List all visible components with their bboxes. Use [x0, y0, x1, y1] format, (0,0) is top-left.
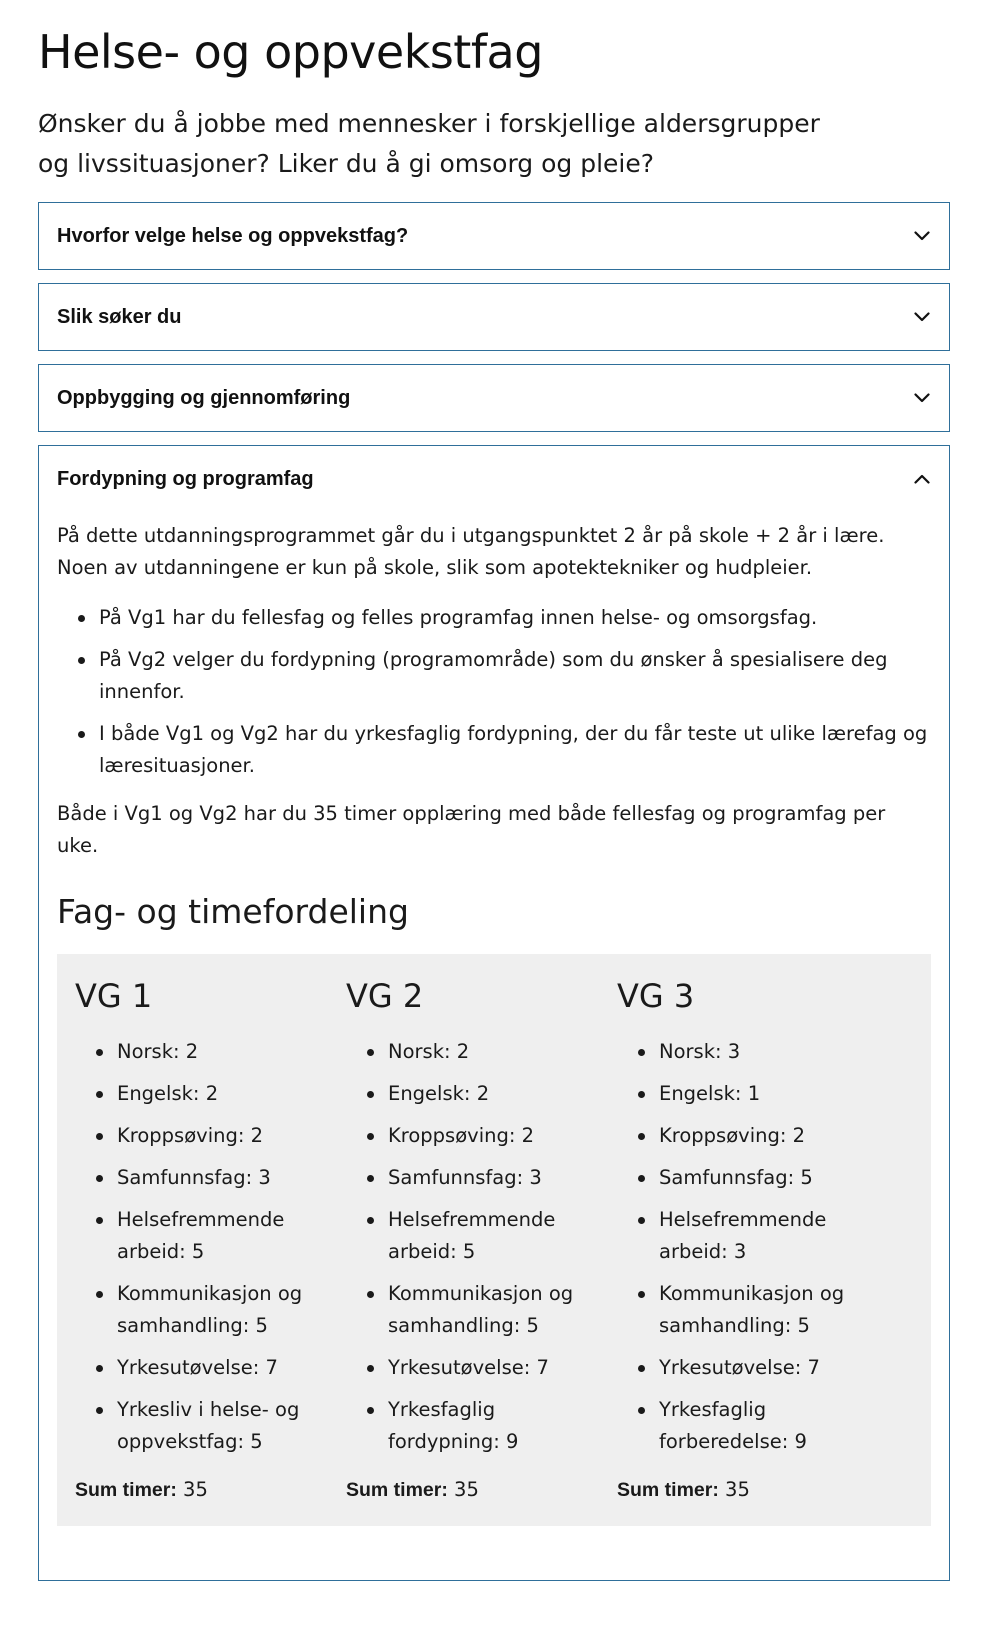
accordion-header-slik-soker-du[interactable] [39, 284, 949, 350]
paragraph: Både i Vg1 og Vg2 har du 35 timer opplæring med både fellesfag og programfag per uke. [57, 802, 886, 857]
list-item: Engelsk: 2 [117, 1078, 327, 1110]
accordion-header-oppbygging[interactable] [39, 365, 949, 431]
paragraph: På dette utdanningsprogrammet går du i utgangspunktet 2 år på skole + 2 år i lære. Noen av utdanningene er kun på skole, slik som apotektekniker og hudpleier. [57, 524, 885, 579]
accordion-fordypning [38, 445, 950, 1581]
list-item: Yrkesliv i helse- og oppvekstfag: 5 [117, 1394, 327, 1458]
accordion-title: Fordypning og programfag [57, 467, 314, 490]
sum-hours [617, 1474, 888, 1506]
sum-value: 35 [176, 1478, 208, 1501]
list-item: Kroppsøving: 2 [117, 1120, 327, 1152]
accordion-header-fordypning[interactable] [39, 446, 949, 512]
subject-list [617, 1036, 888, 1458]
list-item: Norsk: 2 [388, 1036, 598, 1068]
list-item: På Vg1 har du fellesfag og felles programfag innen helse- og omsorgsfag. [99, 602, 931, 634]
section-heading: Fag- og timefordeling [57, 892, 409, 931]
accordion-title: Slik søker du [57, 305, 182, 328]
list-item: Kommunikasjon og samhandling: 5 [659, 1278, 869, 1342]
list-item: Samfunnsfag: 3 [388, 1162, 598, 1194]
list-item: Norsk: 3 [659, 1036, 869, 1068]
list-item: Kommunikasjon og samhandling: 5 [388, 1278, 598, 1342]
list-item: På Vg2 velger du fordypning (programområde) som du ønsker å spesialisere deg innenfor. [99, 644, 931, 708]
sum-value: 35 [718, 1478, 750, 1501]
list-item: Kroppsøving: 2 [388, 1120, 598, 1152]
list-item: Engelsk: 1 [659, 1078, 869, 1110]
list-item: Kommunikasjon og samhandling: 5 [117, 1278, 327, 1342]
column-vg2 [346, 976, 617, 1506]
list-item: Samfunnsfag: 3 [117, 1162, 327, 1194]
accordion-oppbygging [38, 364, 950, 432]
list-item: Yrkesfaglig forberedelse: 9 [659, 1394, 869, 1458]
chevron-down-icon [911, 225, 933, 247]
list-item: Yrkesutøvelse: 7 [659, 1352, 869, 1384]
list-item: Norsk: 2 [117, 1036, 327, 1068]
list-item: Yrkesutøvelse: 7 [117, 1352, 327, 1384]
time-distribution-grid [57, 954, 931, 1526]
sum-value: 35 [447, 1478, 479, 1501]
accordion-hvorfor [38, 202, 950, 270]
accordion-title: Hvorfor velge helse og oppvekstfag? [57, 224, 409, 247]
column-heading: VG 3 [617, 977, 695, 1015]
sum-hours [75, 1474, 346, 1506]
list-item: Yrkesutøvelse: 7 [388, 1352, 598, 1384]
bullet-list [57, 602, 931, 782]
list-item: Yrkesfaglig fordypning: 9 [388, 1394, 598, 1458]
column-vg1 [75, 976, 346, 1506]
subject-list [346, 1036, 617, 1458]
sum-hours [346, 1474, 617, 1506]
chevron-down-icon [911, 387, 933, 409]
list-item: Helsefremmende arbeid: 5 [388, 1204, 598, 1268]
list-item: Samfunnsfag: 5 [659, 1162, 869, 1194]
list-item: I både Vg1 og Vg2 har du yrkesfaglig fordypning, der du får teste ut ulike lærefag og læresituasjoner. [99, 718, 931, 782]
sum-label: Sum timer: [617, 1479, 719, 1501]
accordion-title: Oppbygging og gjennomføring [57, 386, 351, 409]
list-item: Engelsk: 2 [388, 1078, 598, 1110]
column-heading: VG 1 [75, 977, 153, 1015]
column-vg3 [617, 976, 888, 1506]
list-item: Helsefremmende arbeid: 5 [117, 1204, 327, 1268]
subject-list [75, 1036, 346, 1458]
column-heading: VG 2 [346, 977, 424, 1015]
list-item: Kroppsøving: 2 [659, 1120, 869, 1152]
accordion-header-hvorfor[interactable] [39, 203, 949, 269]
sum-label: Sum timer: [75, 1479, 177, 1501]
accordion-slik-soker-du [38, 283, 950, 351]
intro-text: Ønsker du å jobbe med mennesker i forskjellige aldersgrupper og livssituasjoner? Liker du å gi omsorg og pleie? [38, 109, 820, 178]
list-item: Helsefremmende arbeid: 3 [659, 1204, 869, 1268]
chevron-up-icon [911, 468, 933, 490]
sum-label: Sum timer: [346, 1479, 448, 1501]
page-title: Helse- og oppvekstfag [38, 25, 543, 79]
accordion-body-fordypning [39, 512, 949, 1580]
chevron-down-icon [911, 306, 933, 328]
